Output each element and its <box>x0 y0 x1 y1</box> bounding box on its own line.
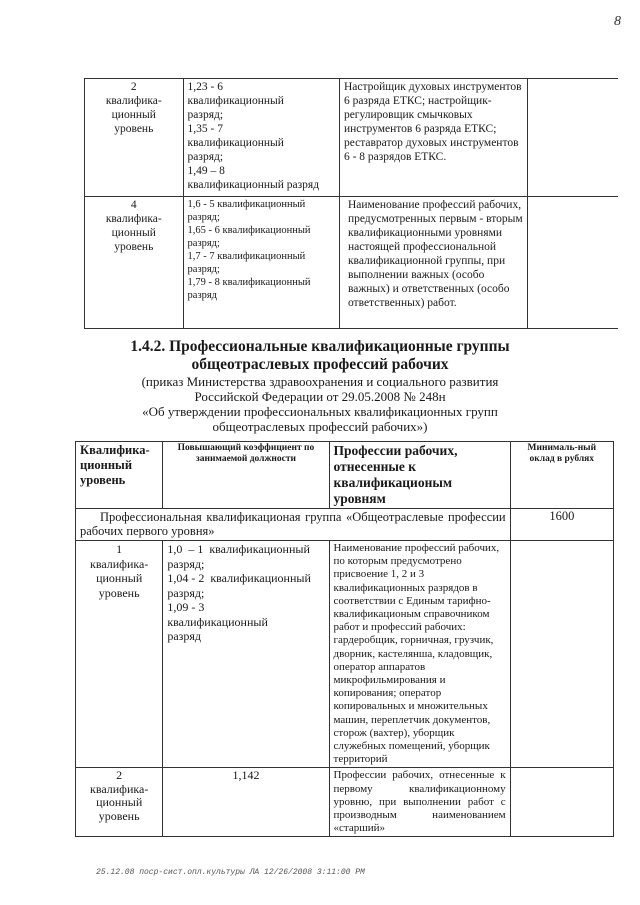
coefficient-line: 1,35 - 7 <box>187 123 224 135</box>
level-number: 2 <box>130 81 137 93</box>
qualification-groups-table <box>75 441 614 837</box>
coefficient-line: разряд; <box>187 212 220 223</box>
header-salary: Минималь-ный оклад в рублях <box>510 442 613 509</box>
level-text: ционный <box>111 227 156 239</box>
professions-cell: Профессии рабочих, отнесенные к первому квалификационному уровню, при выполнении работ с производным наименованием «старший» <box>329 768 510 837</box>
coefficient-cell <box>183 79 339 197</box>
professions-cell: Наименование профессий рабочих, предусмотренных первым - вторым квалификационными уровнями настоящей профессиональной квалификационной группы, при выполнении важных (особо важных) и ответственных (особо ответственных) работ. <box>339 197 528 329</box>
coefficient-line: квалификационный разряд <box>187 179 320 191</box>
section-subtitle: (приказ Министерства здравоохранения и социального развития <box>141 374 499 389</box>
top-table-continuation <box>84 78 618 329</box>
level-text: квалифика- <box>105 95 162 107</box>
section-subtitle: «Об утверждении профессиональных квалификационных групп <box>142 404 498 419</box>
section-subtitle: общеотраслевых профессий рабочих») <box>212 419 428 434</box>
coefficient-line: разряд <box>167 629 202 643</box>
level-number: 4 <box>130 199 137 211</box>
level-number: 2 <box>116 768 123 783</box>
table-row <box>76 768 614 837</box>
document-footer: 25.12.08 поср-сист.опл.культуры ЛА 12/26/2008 3:11:00 PM <box>96 868 365 877</box>
coefficient-line: разряд; <box>187 264 220 275</box>
header-professions: Профессии рабочих, отнесенные к квалификационым уровням <box>329 442 510 509</box>
salary-cell <box>510 768 613 837</box>
coefficient-line: разряд; <box>187 238 220 249</box>
coefficient-line: квалификационный <box>187 95 284 107</box>
level-text: уровень <box>98 585 140 600</box>
coefficient-line: разряд; <box>167 556 205 571</box>
level-cell <box>76 541 163 768</box>
level-cell <box>85 197 184 329</box>
coefficient-line: 1,0 – 1 квалификационный <box>167 542 310 556</box>
header-coefficient: Повышающий коэффициент по занимаемой должности <box>163 442 329 509</box>
table-header-row <box>76 442 614 509</box>
coefficient-line: квалификационный <box>187 137 284 149</box>
level-text: ционный <box>96 795 143 810</box>
coefficient-line: 1,142 <box>232 768 260 783</box>
coefficient-line: разряд; <box>167 585 205 600</box>
group-salary: 1600 <box>510 509 613 541</box>
salary-cell <box>528 79 618 197</box>
table-row <box>85 79 619 197</box>
table-row <box>85 197 619 329</box>
level-text: уровень <box>114 241 154 253</box>
coefficient-cell <box>163 541 329 768</box>
coefficient-line: 1,65 - 6 квалификационный <box>187 225 311 236</box>
professions-cell: Настройщик духовых инструментов 6 разряда ЕТКС; настройщик-регулировщик смычковых инструментов 6 разряда ЕТКС; реставратор духовых инструментов 6 - 8 разрядов ЕТКС. <box>339 79 528 197</box>
professions-cell: Наименование профессий рабочих, по которым предусмотрено присвоение 1, 2 и 3 квалификационных разрядов в соответствии с Единым тарифно-квалификационым справочником работ и профессий рабочих: гардеробщик, горничная, грузчик, дворник, кастелянша, кладовщик, оператор аппаратов микрофильмирования и копирования; оператор копировальных и множительных машин, переплетчик документов, сторож (вахтер), уборщик служебных помещений, уборщик территорий <box>329 541 510 768</box>
coefficient-line: 1,7 - 7 квалификационный <box>187 251 306 262</box>
table-row <box>76 541 614 768</box>
group-row <box>76 509 614 541</box>
level-cell <box>76 768 163 837</box>
section-title: общеотраслевых профессий рабочих <box>191 356 449 373</box>
coefficient-cell <box>183 197 339 329</box>
level-text: ционный <box>96 571 143 585</box>
level-text: квалифика- <box>105 213 162 225</box>
coefficient-line: квалификационный <box>167 614 268 629</box>
section-heading <box>0 338 640 434</box>
level-text: квалифика- <box>89 781 149 796</box>
header-level: Квалифика-ционный уровень <box>76 442 163 509</box>
level-number: 1 <box>116 542 123 556</box>
coefficient-line: 1,04 - 2 квалификационный <box>167 571 311 585</box>
coefficient-line: разряд; <box>187 151 224 163</box>
salary-cell <box>510 541 613 768</box>
coefficient-cell <box>163 768 329 837</box>
level-cell <box>85 79 184 197</box>
coefficient-line: 1,6 - 5 квалификационный <box>187 199 306 210</box>
coefficient-line: разряд <box>187 290 218 301</box>
group-label: Профессиональная квалификационая группа «Общеотраслевые профессии рабочих первого уровня» <box>76 509 511 541</box>
coefficient-line: 1,49 – 8 <box>187 165 225 177</box>
level-text: ционный <box>111 109 156 121</box>
coefficient-line: 1,09 - 3 <box>167 600 205 614</box>
section-title: 1.4.2. Профессиональные квалификационные группы <box>130 338 510 355</box>
level-text: уровень <box>114 123 154 135</box>
coefficient-line: 1,23 - 6 <box>187 81 224 93</box>
level-text: уровень <box>98 808 140 823</box>
coefficient-line: 1,79 - 8 квалификационный <box>187 277 311 288</box>
salary-cell <box>528 197 618 329</box>
section-subtitle: Российской Федерации от 29.05.2008 № 248н <box>194 389 446 404</box>
coefficient-line: разряд; <box>187 109 224 121</box>
page-number: 8 <box>614 14 621 29</box>
level-text: квалифика- <box>89 556 149 571</box>
